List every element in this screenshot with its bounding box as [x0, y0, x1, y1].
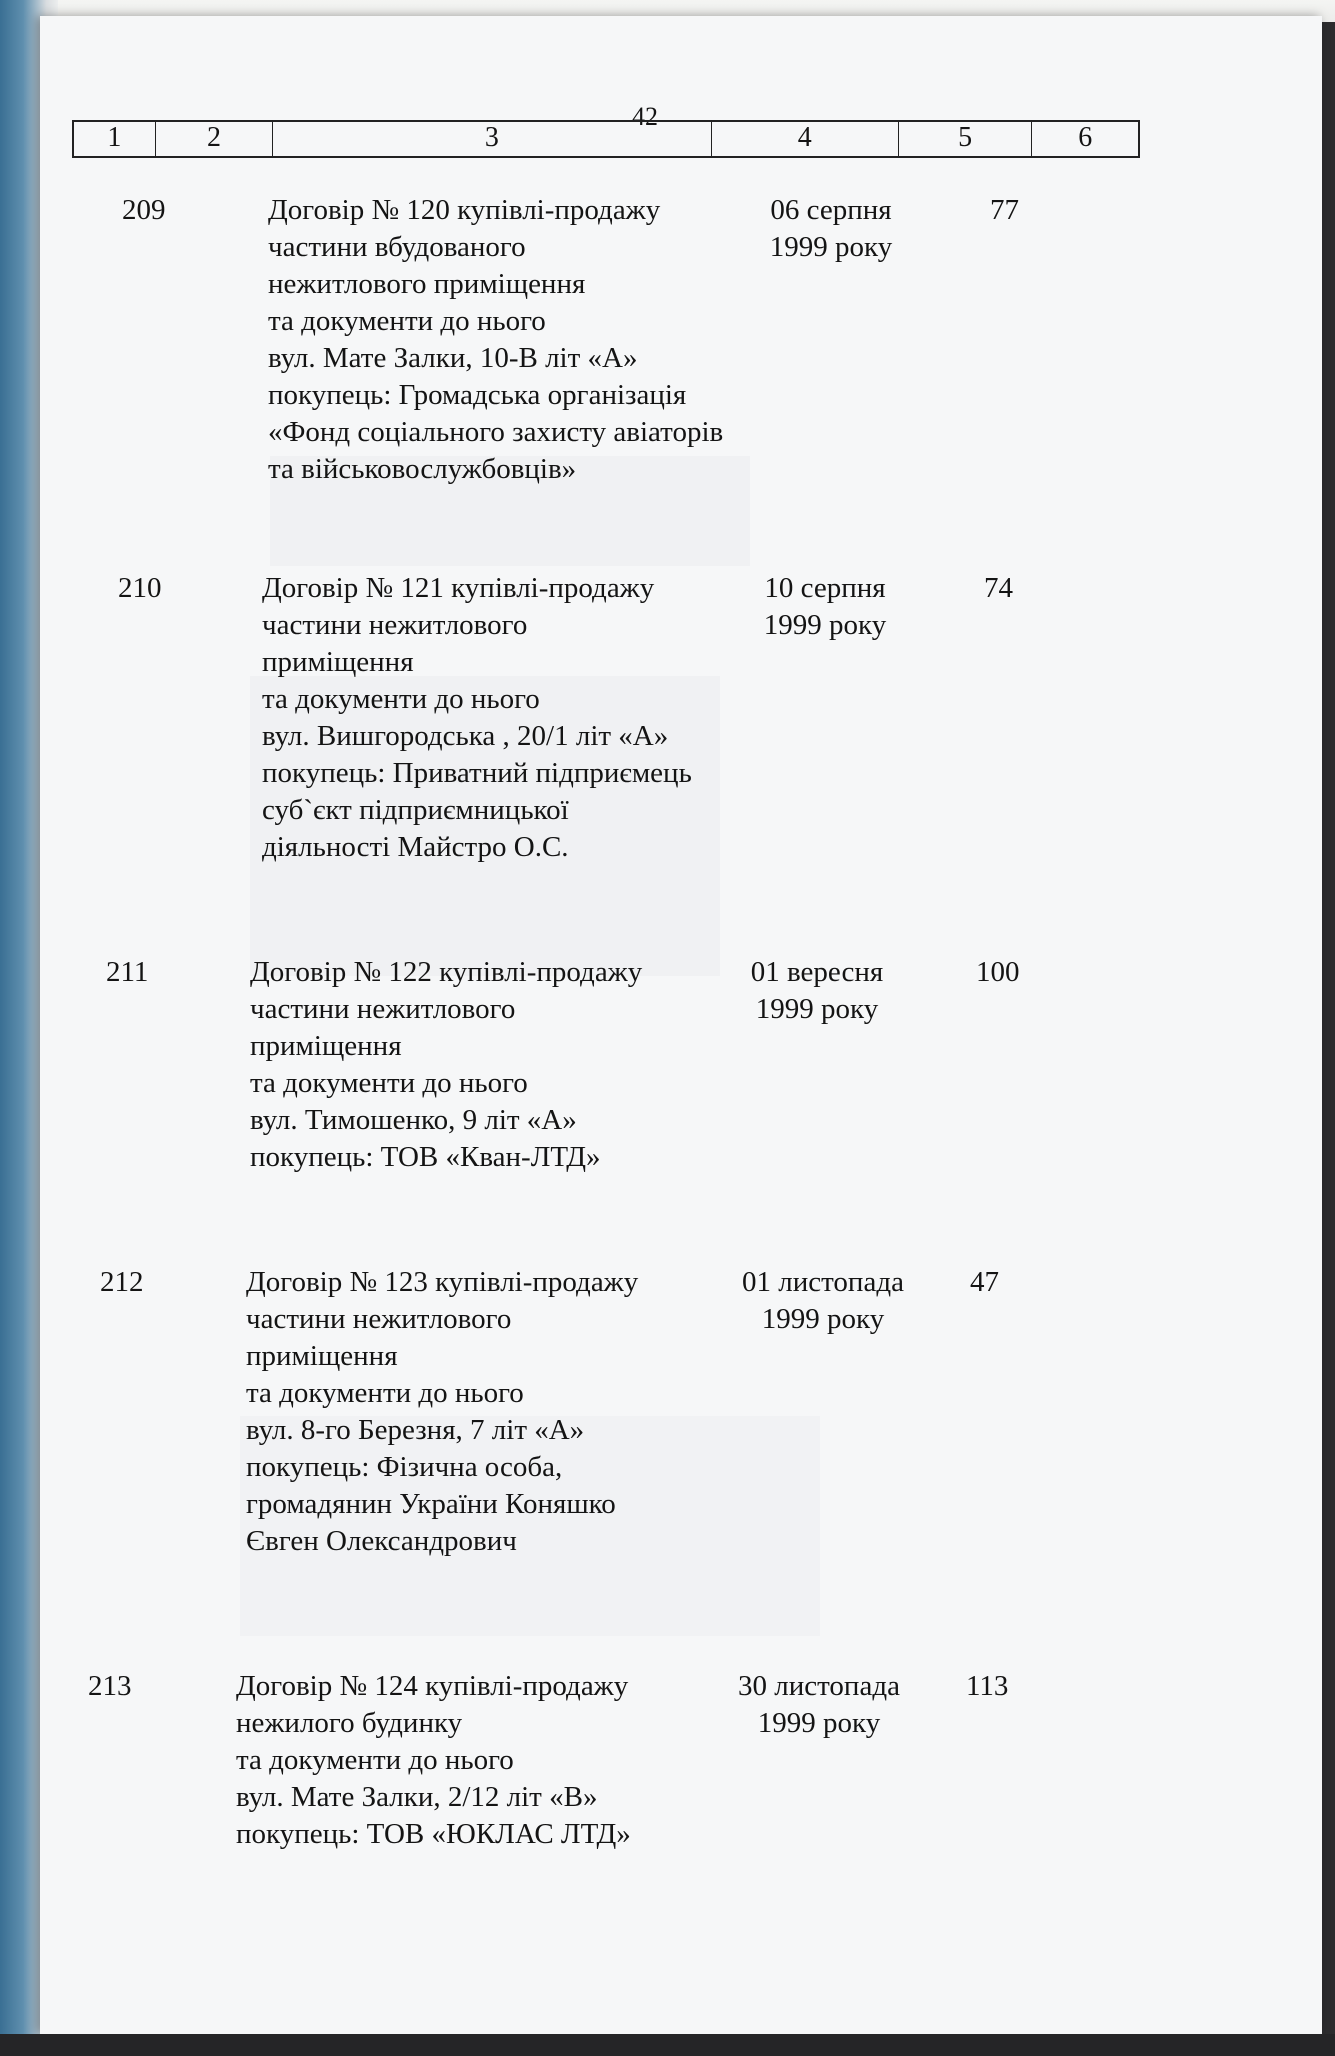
header-cell-3: 3 [273, 122, 711, 156]
entry-number: 210 [118, 572, 162, 604]
description-line: покупець: Фізична особа, [246, 1451, 563, 1483]
description-line: покупець: ТОВ «Кван-ЛТД» [250, 1141, 601, 1173]
date-year: 1999 року [761, 1303, 885, 1335]
entry-date [736, 570, 914, 644]
entry-date [728, 954, 906, 1028]
description-line: та документи до нього [236, 1744, 514, 1776]
description-line: частини нежитлового [246, 1303, 512, 1335]
description-line: Договір № 122 купівлі-продажу [250, 956, 643, 988]
entry-sheet-count: 47 [970, 1266, 999, 1298]
entry-number: 212 [100, 1266, 144, 1298]
header-cell-4: 4 [712, 122, 899, 156]
entry-description [236, 1668, 631, 1853]
description-line: вул. 8-го Березня, 7 літ «А» [246, 1414, 585, 1446]
description-line: Договір № 123 купівлі-продажу [246, 1266, 639, 1298]
description-line: та військовослужбовців» [268, 453, 577, 485]
entry-number: 211 [106, 956, 149, 988]
description-line: приміщення [262, 646, 414, 678]
description-line: та документи до нього [262, 683, 540, 715]
description-line: Євген Олександрович [246, 1525, 517, 1557]
description-line: приміщення [250, 1030, 402, 1062]
description-line: вул. Тимошенко, 9 літ «А» [250, 1104, 577, 1136]
description-line: частини нежитлового [262, 609, 528, 641]
entry-sheet-count: 74 [984, 572, 1013, 604]
description-line: вул. Мате Залки, 2/12 літ «В» [236, 1781, 598, 1813]
description-line: нежитлового приміщення [268, 268, 586, 300]
entry-description [268, 192, 723, 488]
entry-date [726, 1264, 920, 1338]
header-cell-5: 5 [899, 122, 1033, 156]
date-day: 06 серпня [770, 194, 892, 226]
page-number: 42 [632, 102, 658, 131]
description-line: суб`єкт підприємницької [262, 794, 569, 826]
description-line: нежилого будинку [236, 1707, 463, 1739]
date-day: 01 вересня [750, 956, 884, 988]
description-line: та документи до нього [246, 1377, 524, 1409]
date-day: 30 листопада [738, 1670, 900, 1702]
entry-date [722, 1668, 916, 1742]
header-cell-6: 6 [1078, 122, 1093, 153]
entry-sheet-count: 77 [990, 194, 1019, 226]
entry-number: 209 [122, 194, 166, 226]
entry-date [742, 192, 920, 266]
description-line: приміщення [246, 1340, 398, 1372]
date-year: 1999 року [763, 609, 887, 641]
header-cell-1: 1 [74, 122, 156, 156]
entry-sheet-count: 113 [966, 1670, 1009, 1702]
header-cell-2: 2 [156, 122, 274, 156]
description-line: частини нежитлового [250, 993, 516, 1025]
description-line: Договір № 120 купівлі-продажу [268, 194, 661, 226]
entry-description [250, 954, 642, 1176]
date-year: 1999 року [755, 993, 879, 1025]
description-line: вул. Вишгородська , 20/1 літ «А» [262, 720, 669, 752]
description-line: покупець: Громадська організація [268, 379, 687, 411]
entry-description [246, 1264, 638, 1560]
description-line: вул. Мате Залки, 10-В літ «А» [268, 342, 638, 374]
date-day: 10 серпня [764, 572, 886, 604]
column-header-table [72, 120, 1140, 158]
document-page [40, 16, 1322, 2034]
description-line: Договір № 121 купівлі-продажу [262, 572, 655, 604]
description-line: покупець: ТОВ «ЮКЛАС ЛТД» [236, 1818, 631, 1850]
description-line: та документи до нього [268, 305, 546, 337]
scan-background [0, 2034, 1335, 2056]
date-year: 1999 року [769, 231, 893, 263]
entry-sheet-count: 100 [976, 956, 1020, 988]
date-year: 1999 року [757, 1707, 881, 1739]
description-line: діяльності Майстро О.С. [262, 831, 569, 863]
entry-description [262, 570, 692, 866]
description-line: «Фонд соціального захисту авіаторів [268, 416, 724, 448]
date-day: 01 листопада [742, 1266, 904, 1298]
entry-number: 213 [88, 1670, 132, 1702]
description-line: громадянин України Коняшко [246, 1488, 616, 1520]
description-line: та документи до нього [250, 1067, 528, 1099]
description-line: покупець: Приватний підприємець [262, 757, 692, 789]
description-line: частини вбудованого [268, 231, 526, 263]
description-line: Договір № 124 купівлі-продажу [236, 1670, 629, 1702]
